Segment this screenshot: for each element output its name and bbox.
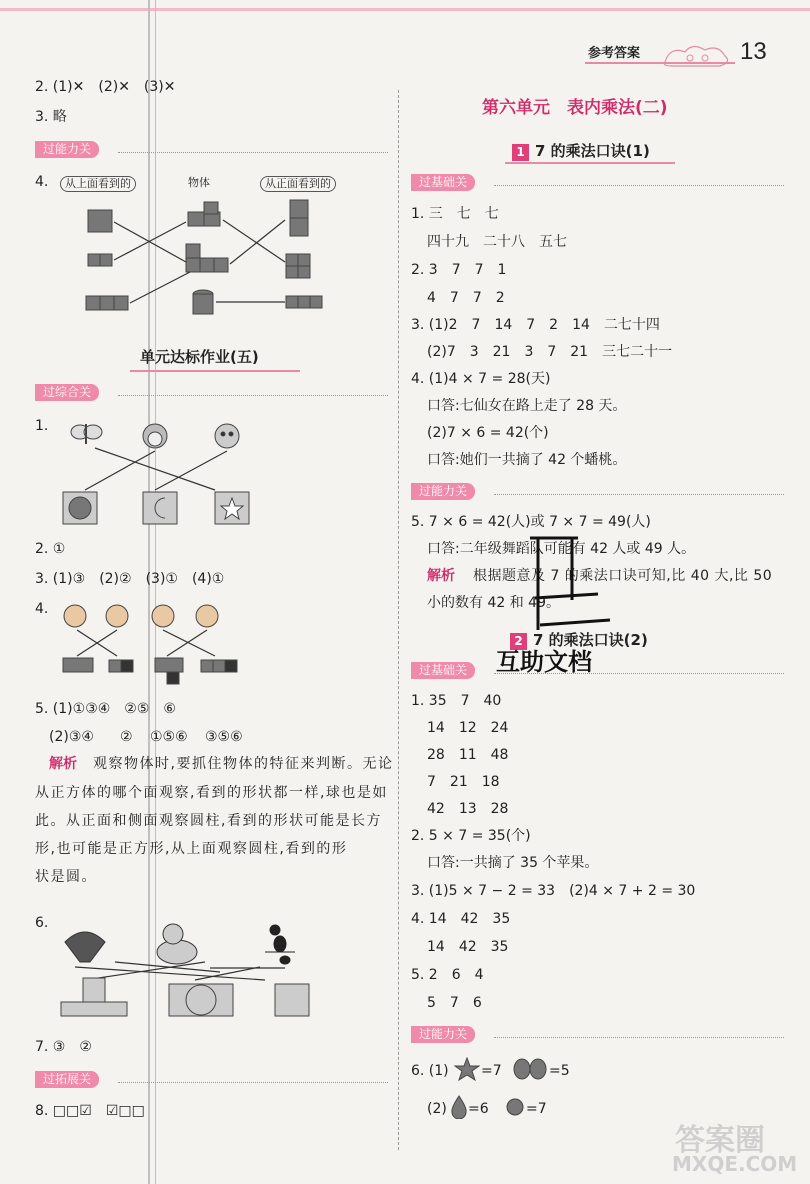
three-view-matching-figure xyxy=(78,192,338,332)
left-analysis-line-3: 此。从正面和侧面观察圆柱,看到的形状可能是长方 xyxy=(35,813,382,829)
s-q1-line-4: 7 21 18 xyxy=(427,774,500,790)
r-q2-line-2: 4 7 7 2 xyxy=(427,290,505,306)
s-q6-drop-value: =6 xyxy=(468,1101,489,1117)
r-q1-line-1: 1. 三 七 七 xyxy=(411,206,499,222)
badge-basic-1: 过基础关 xyxy=(411,174,475,191)
r-q5-line-2: 口答:二年级舞蹈队可能有 42 人或 49 人。 xyxy=(427,541,696,557)
eagle-icon xyxy=(65,932,105,962)
r-q3-line-2: (2)7 3 21 3 7 21 三七二十一 xyxy=(427,344,673,360)
unit-homework-title: 单元达标作业(五) xyxy=(140,348,259,366)
star-figure-icon xyxy=(454,1057,480,1081)
left-analysis-line-4: 形,也可能是正方形,从上面观察圆柱,看到的形 xyxy=(35,841,348,857)
butterfly-icon xyxy=(71,424,102,444)
animal-shape-matching-figure xyxy=(55,418,275,533)
s-q6-butterfly-value: =5 xyxy=(549,1063,570,1079)
left-answer-2: 2. (1)✕ (2)✕ (3)✕ xyxy=(35,79,176,95)
left-q5b-3: ①⑤⑥ xyxy=(150,729,188,745)
lesson-1-underline xyxy=(505,162,675,164)
badge-basic-2: 过基础关 xyxy=(411,662,475,679)
badge-dots xyxy=(118,395,388,396)
badge-dots xyxy=(494,673,784,674)
s-q1-line-3: 28 11 48 xyxy=(427,747,509,763)
s-q6-line-2-prefix: (2) xyxy=(427,1101,447,1117)
cloud-decoration-icon xyxy=(660,40,735,70)
object-label: 物体 xyxy=(188,176,210,189)
s-q4-line-2: 14 42 35 xyxy=(427,939,509,955)
lesson-2-number: 2 xyxy=(510,633,527,650)
badge-power-right-2: 过能力关 xyxy=(411,1026,475,1043)
lesson-1-number: 1 xyxy=(512,144,529,161)
r-q4-line-3: (2)7 × 6 = 42(个) xyxy=(427,425,549,441)
s-q6-star-value: =7 xyxy=(481,1063,502,1079)
r-q4-line-2: 口答:七仙女在路上走了 28 天。 xyxy=(427,398,627,414)
badge-dots xyxy=(118,1082,388,1083)
s-q2-line-1: 2. 5 × 7 = 35(个) xyxy=(411,828,531,844)
puppy-icon xyxy=(157,924,197,964)
unit-six-title: 第六单元 表内乘法(二) xyxy=(482,98,668,118)
lesson-1-text: 7 的乘法口诀(1) xyxy=(535,142,650,160)
r-q5-analysis-2: 小的数有 42 和 49。 xyxy=(427,595,560,611)
monkey-icon xyxy=(143,424,167,448)
butterfly-figure-icon xyxy=(513,1057,547,1081)
badge-power-right-1: 过能力关 xyxy=(411,483,475,500)
s-q1-line-2: 14 12 24 xyxy=(427,720,509,736)
lesson-1-title xyxy=(512,140,650,161)
s-q5-line-2: 5 7 6 xyxy=(427,995,482,1011)
corner-watermark-url: MXQE.COM xyxy=(672,1152,798,1176)
badge-dots xyxy=(494,494,784,495)
r-q4-line-1: 4. (1)4 × 7 = 28(天) xyxy=(411,371,551,387)
left-analysis-line-1: 观察物体时,要抓住物体的特征来判断。无论 xyxy=(93,756,394,772)
s-q3: 3. (1)5 × 7 − 2 = 33 (2)4 × 7 + 2 = 30 xyxy=(411,883,696,899)
badge-extension: 过拓展关 xyxy=(35,1071,99,1088)
r-q3-line-1: 3. (1)2 7 14 7 2 14 二七十四 xyxy=(411,317,660,333)
s-q1-line-5: 42 13 28 xyxy=(427,801,509,817)
left-q3: 3. (1)③ (2)② (3)① (4)① xyxy=(35,571,225,587)
left-q6: 6. xyxy=(35,915,49,931)
r-q4-line-4: 口答:她们一共摘了 42 个蟠桃。 xyxy=(427,452,627,468)
watermark-text: 互助文档 xyxy=(496,648,592,676)
drop-figure-icon xyxy=(450,1095,468,1119)
page-number: 13 xyxy=(740,38,767,65)
left-analysis-label: 解析 xyxy=(49,756,77,772)
ant-icon xyxy=(265,925,295,964)
children-view-matching-figure xyxy=(55,598,255,686)
left-q5b-1: (2)③④ xyxy=(49,729,94,745)
circle-figure-icon xyxy=(505,1097,525,1117)
left-analysis-line-2: 从正方体的哪个面观察,看到的形状都一样,球也是如 xyxy=(35,785,388,801)
badge-dots xyxy=(118,152,388,153)
view-top-label: 从上面看到的 xyxy=(60,176,136,192)
column-divider xyxy=(398,90,399,1150)
animal-view-matching-figure xyxy=(55,912,315,1032)
view-front-label: 从正面看到的 xyxy=(260,176,336,192)
sun-shape-icon xyxy=(69,497,91,519)
left-q1: 1. xyxy=(35,418,49,434)
left-q5a: 5. (1)①③④ ②⑤ ⑥ xyxy=(35,701,176,717)
corner-watermark: 答案圈 xyxy=(675,1123,765,1158)
s-q6-circle-value: =7 xyxy=(526,1101,547,1117)
badge-dots xyxy=(494,1037,784,1038)
left-q5b-4: ③⑤⑥ xyxy=(205,729,243,745)
badge-power-left: 过能力关 xyxy=(35,141,99,158)
r-q5-analysis-1: 根据题意及 7 的乘法口诀可知,比 40 大,比 50 xyxy=(473,568,773,584)
r-q2-line-1: 2. 3 7 7 1 xyxy=(411,262,507,278)
left-answer-4: 4. xyxy=(35,174,49,190)
lesson-2-text: 7 的乘法口诀(2) xyxy=(533,631,648,649)
s-q2-line-2: 口答:一共摘了 35 个苹果。 xyxy=(427,855,599,871)
answer-tag: 参考答案 xyxy=(588,46,641,61)
r-analysis-label: 解析 xyxy=(427,568,455,584)
s-q4-line-1: 4. 14 42 35 xyxy=(411,911,511,927)
tiger-icon xyxy=(215,424,239,448)
left-analysis-line-5: 状是圆。 xyxy=(35,869,97,885)
s-q6-line-1-prefix: 6. (1) xyxy=(411,1063,449,1079)
r-q1-line-2: 四十九 二十八 五七 xyxy=(427,234,567,250)
badge-dots xyxy=(494,185,784,186)
s-q5-line-1: 5. 2 6 4 xyxy=(411,967,484,983)
badge-comprehensive: 过综合关 xyxy=(35,384,99,401)
left-q7: 7. ③ ② xyxy=(35,1039,92,1055)
top-border xyxy=(0,8,810,11)
left-q2: 2. ① xyxy=(35,541,66,557)
hw-title-underline xyxy=(130,370,300,372)
left-q4: 4. xyxy=(35,601,49,617)
left-q5b-2: ② xyxy=(120,729,133,745)
r-q5-line-1: 5. 7 × 6 = 42(人)或 7 × 7 = 49(人) xyxy=(411,514,651,530)
left-q8: 8. □□☑ ☑□□ xyxy=(35,1103,145,1119)
s-q1-line-1: 1. 35 7 40 xyxy=(411,693,502,709)
left-answer-3: 3. 略 xyxy=(35,109,67,125)
